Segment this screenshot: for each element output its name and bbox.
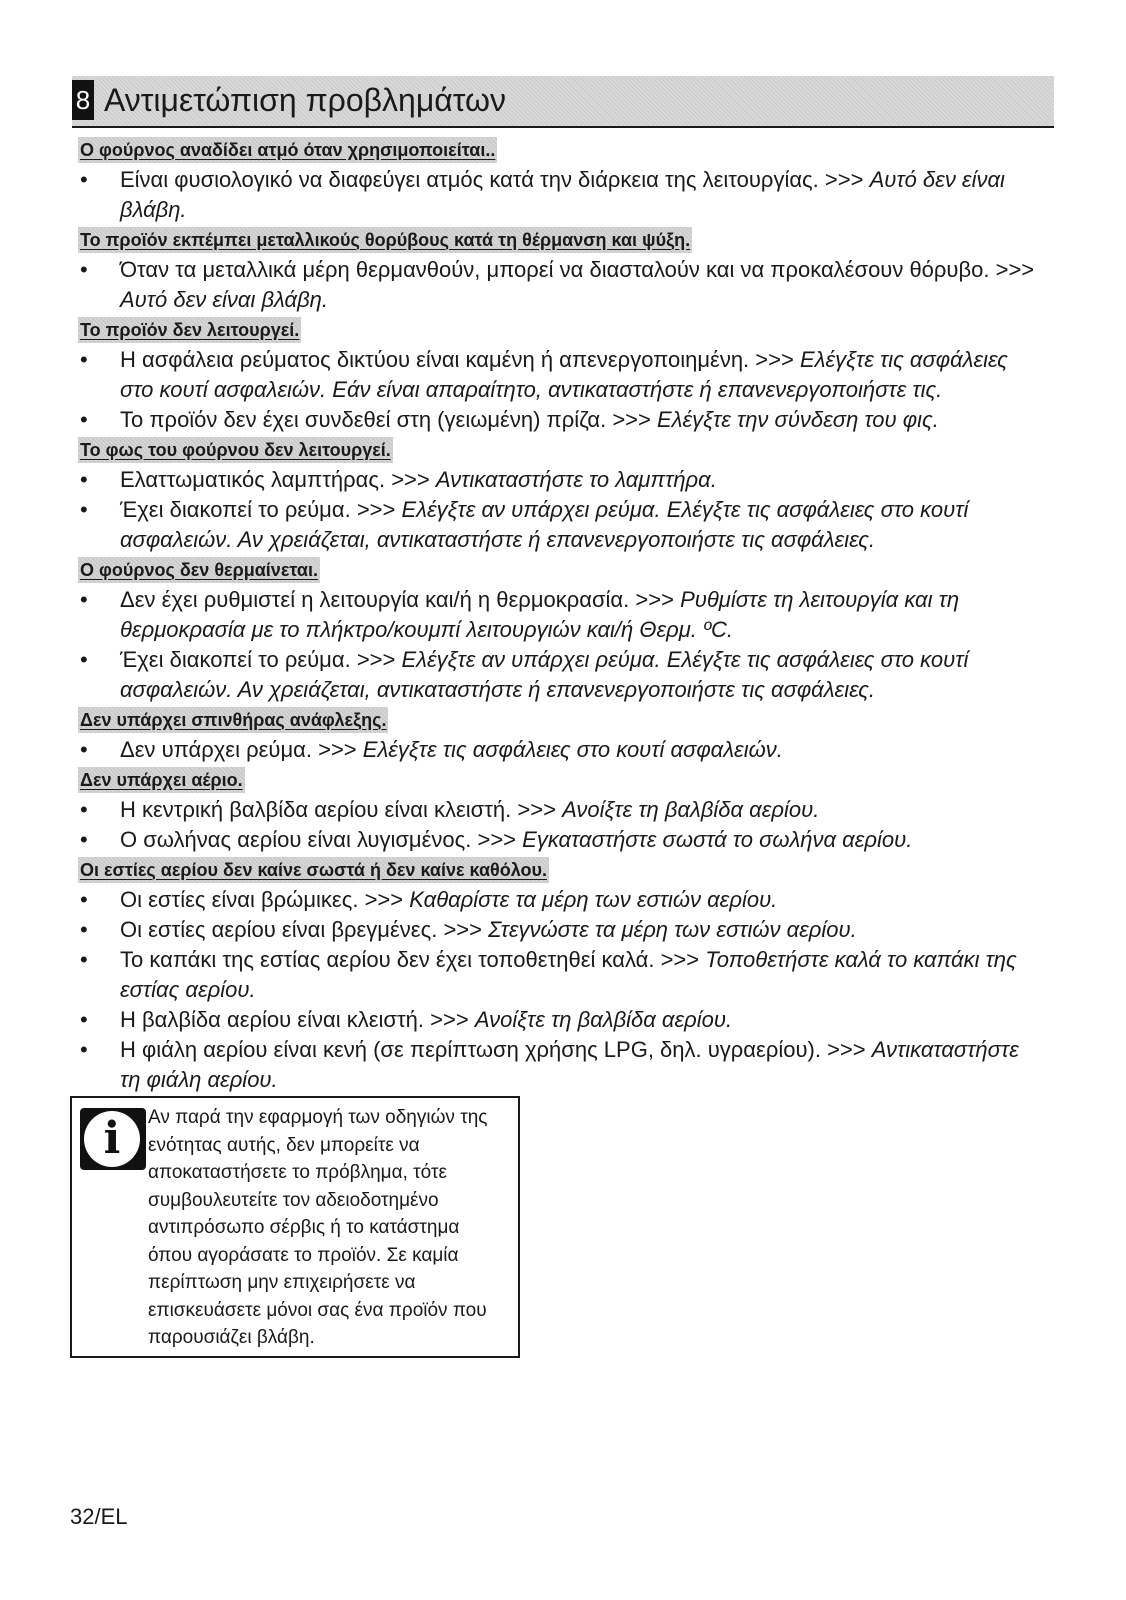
remedy-separator: >>> (318, 737, 357, 762)
problem-heading: Δεν υπάρχει σπινθήρας ανάφλεξης. (78, 707, 388, 733)
bullet-icon: • (80, 407, 88, 432)
info-note-line: αντιπρόσωπο σέρβις ή το κατάστημα (148, 1217, 460, 1238)
remedy-separator: >>> (995, 257, 1035, 282)
remedy-separator: >>> (660, 947, 700, 972)
cause-text: Είναι φυσιολογικό να διαφεύγει ατμός κατά την διάρκεια της λειτουργίας. (120, 167, 819, 192)
bullet-icon: • (80, 497, 88, 522)
remedy-text: Ελέγξτε τις ασφάλειες στο κουτί ασφαλειών. Εάν είναι απαραίτητο, αντικαταστήστε ή επανενεργοποιήστε τις. (120, 347, 1008, 402)
cause-item (78, 825, 1038, 855)
remedy-text: Ανοίξτε τη βαλβίδα αερίου. (562, 797, 820, 822)
cause-text: Η φιάλη αερίου είναι κενή (σε περίπτωση χρήσης LPG, δηλ. υγραερίου). (120, 1037, 821, 1062)
bullet-icon: • (80, 587, 88, 612)
remedy-separator: >>> (391, 467, 430, 492)
cause-text: Ο σωλήνας αερίου είναι λυγισμένος. (120, 827, 472, 852)
bullet-icon: • (80, 1007, 88, 1032)
remedy-text: Αυτό δεν είναι βλάβη. (120, 167, 1005, 222)
remedy-separator: >>> (827, 1037, 866, 1062)
bullet-icon: • (80, 257, 88, 282)
remedy-separator: >>> (430, 1007, 469, 1032)
section-header (72, 76, 1054, 128)
remedy-separator: >>> (477, 827, 517, 852)
cause-text: Οι εστίες αερίου είναι βρεγμένες. (120, 917, 438, 942)
remedy-text: Ελέγξτε αν υπάρχει ρεύμα. Ελέγξτε τις ασφάλειες στο κουτί ασφαλειών. Αν χρειάζεται, αντικαταστήστε ή επανενεργοποιήστε τις ασφάλειες. (120, 647, 969, 702)
page-number: 32/EL (70, 1504, 128, 1529)
cause-item (78, 1035, 1038, 1095)
problem-block (78, 765, 1038, 855)
problem-heading: Ο φούρνος αναδίδει ατμό όταν χρησιμοποιείται.. (78, 137, 497, 163)
problem-heading: Δεν υπάρχει αέριο. (78, 767, 245, 793)
bullet-icon: • (80, 887, 88, 912)
bullet-icon: • (80, 917, 88, 942)
bullet-icon: • (80, 1037, 88, 1062)
info-note-line: αποκαταστήσετε το πρόβλημα, τότε (148, 1162, 447, 1183)
cause-item (78, 915, 1038, 945)
cause-item (78, 495, 1038, 555)
problem-block (78, 435, 1038, 555)
bullet-icon: • (80, 827, 88, 852)
info-note-line: ενότητας αυτής, δεν μπορείτε να (148, 1134, 420, 1156)
cause-item (78, 465, 1038, 495)
remedy-text: Ελέγξτε αν υπάρχει ρεύμα. Ελέγξτε τις ασφάλειες στο κουτί ασφαλειών. Αν χρειάζεται, αντικαταστήστε ή επανενεργοποιήστε τις ασφάλειες. (120, 497, 969, 552)
info-note-text (148, 1104, 514, 1352)
remedy-separator: >>> (356, 647, 396, 672)
cause-text: Όταν τα μεταλλικά μέρη θερμανθούν, μπορεί να διασταλούν και να προκαλέσουν θόρυβο. (120, 257, 990, 282)
cause-text: Η βαλβίδα αερίου είναι κλειστή. (120, 1007, 425, 1032)
cause-item (78, 735, 1038, 765)
cause-text: Δεν υπάρχει ρεύμα. (120, 737, 312, 762)
bullet-icon: • (80, 347, 88, 372)
problem-heading: Οι εστίες αερίου δεν καίνε σωστά ή δεν καίνε καθόλου. (78, 857, 549, 883)
problem-heading: Το προϊόν εκπέμπει μεταλλικούς θορύβους κατά τη θέρμανση και ψύξη. (78, 227, 692, 253)
cause-text: Δεν έχει ρυθμιστεί η λειτουργία και/ή η θερμοκρασία. (120, 587, 630, 612)
problem-block (78, 225, 1038, 315)
remedy-separator: >>> (364, 887, 404, 912)
remedy-separator: >>> (635, 587, 674, 612)
remedy-separator: >>> (356, 497, 396, 522)
bullet-icon: • (80, 737, 88, 762)
info-note-line: Αν παρά την εφαρμογή των οδηγιών της (148, 1107, 488, 1128)
cause-item (78, 885, 1038, 915)
problem-heading: Το φως του φούρνου δεν λειτουργεί. (78, 437, 393, 463)
section-number: 8 (72, 80, 94, 120)
cause-item (78, 405, 1038, 435)
bullet-icon: • (80, 647, 88, 672)
problem-block (78, 135, 1038, 225)
cause-text: Η ασφάλεια ρεύματος δικτύου είναι καμένη ή απενεργοποιημένη. (120, 347, 750, 372)
cause-item (78, 795, 1038, 825)
remedy-text: Αντικαταστήστε το λαμπτήρα. (435, 467, 717, 492)
info-note-box (70, 1096, 520, 1358)
cause-text: Ελαττωματικός λαμπτήρας. (120, 467, 386, 492)
remedy-separator: >>> (517, 797, 556, 822)
cause-item (78, 645, 1038, 705)
bullet-icon: • (80, 467, 88, 492)
bullet-icon: • (80, 947, 88, 972)
cause-text: Το καπάκι της εστίας αερίου δεν έχει τοποθετηθεί καλά. (120, 947, 655, 972)
cause-item (78, 945, 1038, 1005)
cause-item (78, 345, 1038, 405)
cause-text: Η κεντρική βαλβίδα αερίου είναι κλειστή. (120, 797, 512, 822)
remedy-text: Καθαρίστε τα μέρη των εστιών αερίου. (409, 887, 778, 912)
problem-block (78, 705, 1038, 765)
info-icon (80, 1108, 146, 1170)
bullet-icon: • (80, 167, 88, 192)
cause-item (78, 165, 1038, 225)
remedy-separator: >>> (824, 167, 864, 192)
info-icon-glyph: i (103, 1113, 121, 1164)
info-icon-circle (84, 1111, 140, 1167)
cause-item (78, 585, 1038, 645)
cause-item (78, 1005, 1038, 1035)
info-note-line: όπου αγοράσατε το προϊόν. Σε καμία (148, 1244, 459, 1266)
info-note-line: περίπτωση μην επιχειρήσετε να (148, 1272, 416, 1293)
problem-block (78, 315, 1038, 435)
cause-text: Οι εστίες είναι βρώμικες. (120, 887, 359, 912)
remedy-text: Ελέγξτε την σύνδεση του φις. (656, 407, 939, 432)
cause-text: Έχει διακοπεί το ρεύμα. (120, 497, 351, 522)
cause-text: Το προϊόν δεν έχει συνδεθεί στη (γειωμένη) πρίζα. (120, 407, 607, 432)
remedy-separator: >>> (755, 347, 794, 372)
remedy-text: Ρυθμίστε τη λειτουργία και τη θερμοκρασία με το πλήκτρο/κουμπί λειτουργιών και/ή Θερμ. ºC. (120, 587, 960, 642)
remedy-text: Ελέγξτε τις ασφάλειες στο κουτί ασφαλειών. (362, 737, 783, 762)
remedy-text: Στεγνώστε τα μέρη των εστιών αερίου. (488, 917, 857, 942)
remedy-text: Αυτό δεν είναι βλάβη. (120, 287, 328, 312)
remedy-separator: >>> (443, 917, 482, 942)
info-note-line: συμβουλευτείτε τον αδειοδοτημένο (148, 1189, 439, 1211)
remedy-text: Αντικαταστήστε τη φιάλη αερίου. (120, 1037, 1019, 1092)
cause-text: Έχει διακοπεί το ρεύμα. (120, 647, 351, 672)
problem-heading: Το προϊόν δεν λειτουργεί. (78, 317, 301, 343)
problem-heading: Ο φούρνος δεν θερμαίνεται. (78, 557, 320, 583)
problem-block (78, 855, 1038, 1095)
remedy-text: Εγκαταστήστε σωστά το σωλήνα αερίου. (522, 827, 913, 852)
info-note-line: παρουσιάζει βλάβη. (148, 1327, 315, 1348)
remedy-separator: >>> (612, 407, 651, 432)
cause-item (78, 255, 1038, 315)
bullet-icon: • (80, 797, 88, 822)
remedy-text: Τοποθετήστε καλά το καπάκι της εστίας αερίου. (120, 947, 1017, 1002)
info-note-line: επισκευάσετε μόνοι σας ένα προϊόν που (148, 1299, 487, 1321)
remedy-text: Ανοίξτε τη βαλβίδα αερίου. (474, 1007, 733, 1032)
section-title: Αντιμετώπιση προβλημάτων (104, 82, 506, 118)
troubleshooting-list (78, 135, 1038, 1095)
problem-block (78, 555, 1038, 705)
